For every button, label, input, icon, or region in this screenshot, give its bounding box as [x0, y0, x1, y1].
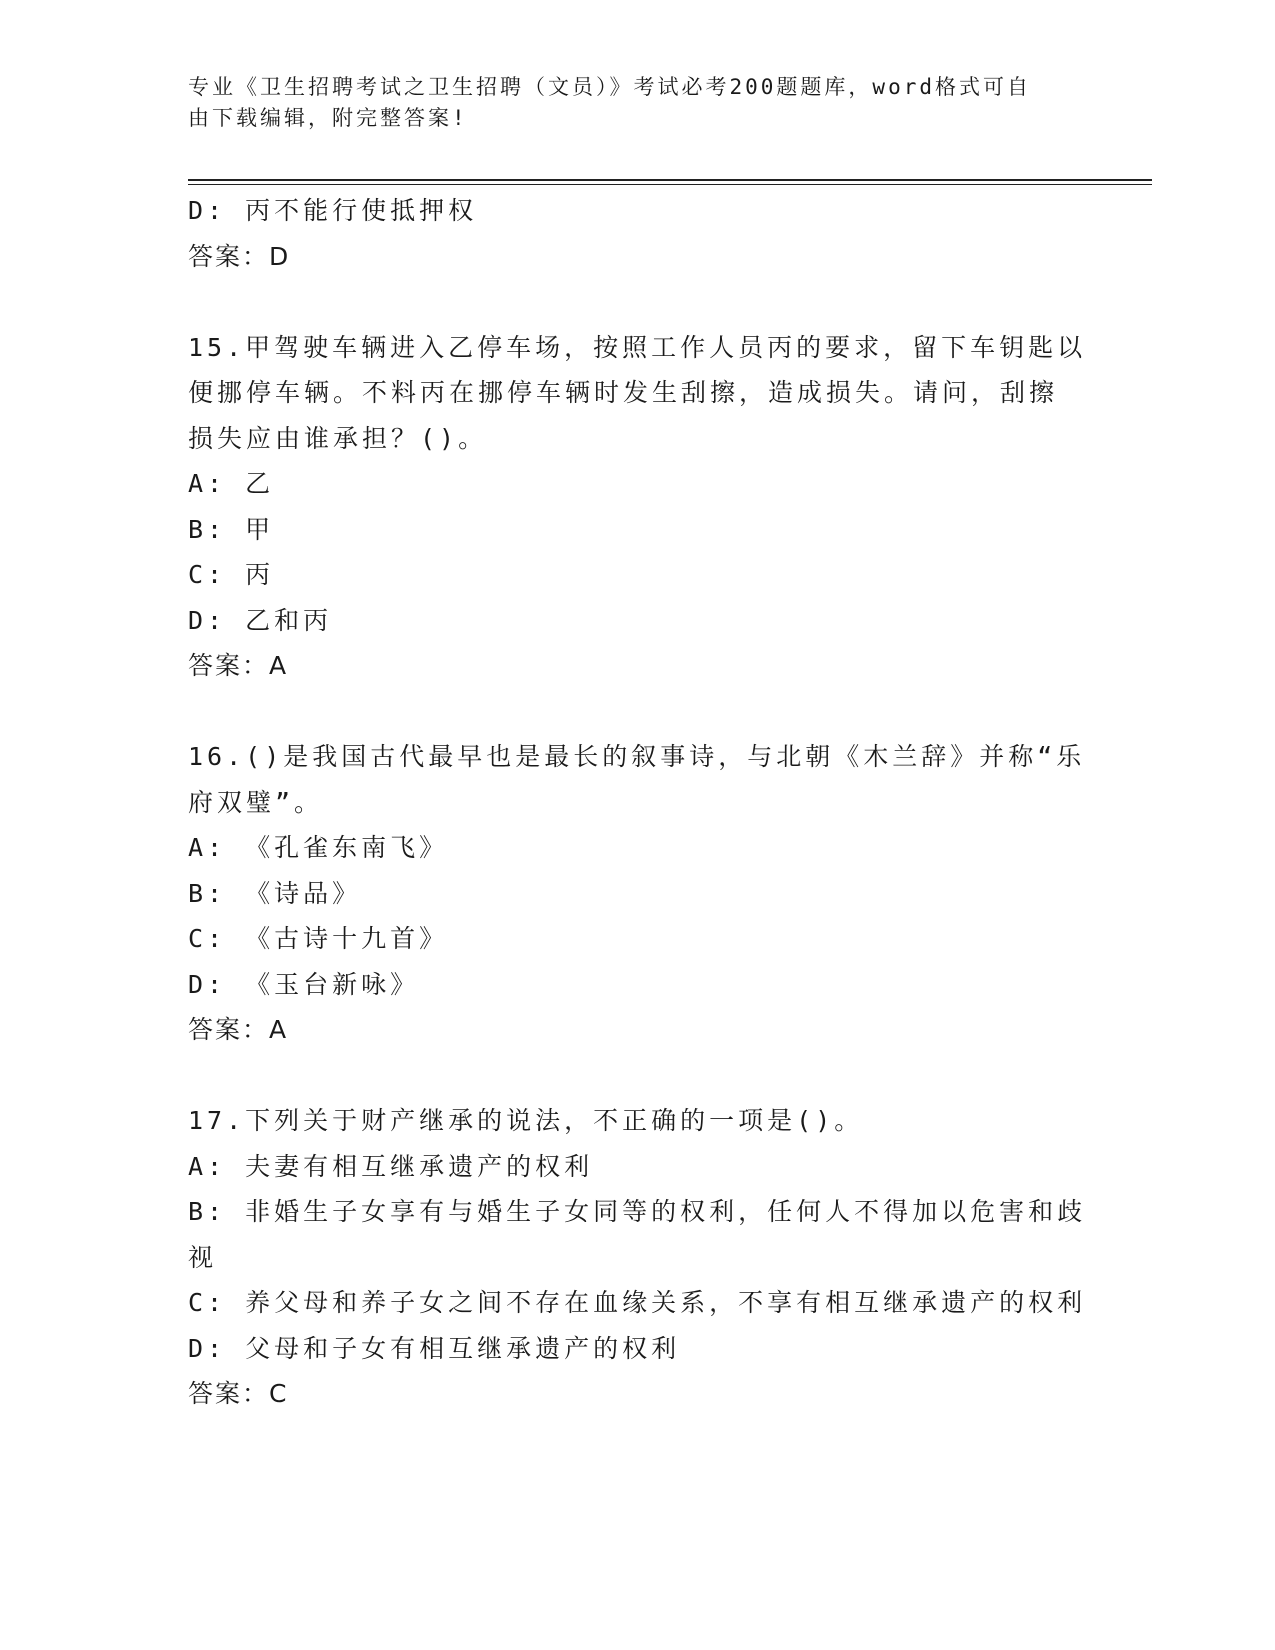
option-b: B: 非婚生子女享有与婚生子女同等的权利，任何人不得加以危害和歧: [188, 1197, 1087, 1226]
question-stem: 便挪停车辆。不料丙在挪停车辆时发生刮擦，造成损失。请问，刮擦: [188, 378, 1059, 407]
header-divider-thick: [188, 179, 1152, 181]
header-line-1: 专业《卫生招聘考试之卫生招聘（文员）》考试必考200题题库，word格式可自: [188, 75, 1031, 99]
question-stem: 损失应由谁承担？()。: [188, 423, 488, 453]
option-c: C: 《古诗十九首》: [188, 924, 449, 953]
question-stem: 17.下列关于财产继承的说法，不正确的一项是()。: [188, 1106, 864, 1135]
question-14-continued: [188, 188, 1088, 279]
option-a: A: 乙: [188, 469, 275, 498]
option-c: C: 丙: [188, 560, 275, 589]
option-d: D: 父母和子女有相互继承遗产的权利: [188, 1333, 681, 1363]
question-content: [188, 188, 1088, 1417]
answer-label: 答案：C: [188, 1379, 289, 1408]
option-b: B: 《诗品》: [188, 878, 362, 908]
question-stem: 府双璧”。: [188, 787, 324, 817]
option-b: B: 甲: [188, 514, 275, 544]
option-d: D: 丙不能行使抵押权: [188, 196, 478, 225]
question-15: [188, 325, 1088, 689]
page-header: [188, 72, 1068, 134]
option-b-continued: 视: [188, 1242, 218, 1272]
question-stem: 15.甲驾驶车辆进入乙停车场，按照工作人员丙的要求，留下车钥匙以: [188, 332, 1087, 362]
option-a: A: 夫妻有相互继承遗产的权利: [188, 1151, 594, 1181]
header-divider-thin: [188, 184, 1152, 185]
question-17: [188, 1098, 1088, 1417]
answer-label: 答案：D: [188, 241, 291, 271]
question-16: [188, 734, 1088, 1053]
option-d: D: 《玉台新咏》: [188, 969, 420, 999]
option-c: C: 养父母和养子女之间不存在血缘关系，不享有相互继承遗产的权利: [188, 1288, 1087, 1317]
option-a: A: 《孔雀东南飞》: [188, 833, 449, 862]
answer-label: 答案：A: [188, 651, 289, 680]
question-stem: 16.()是我国古代最早也是最长的叙事诗，与北朝《木兰辞》并称“乐: [188, 742, 1086, 771]
header-line-2: 由下载编辑，附完整答案!: [188, 106, 468, 130]
option-d: D: 乙和丙: [188, 605, 333, 635]
answer-label: 答案：A: [188, 1015, 289, 1044]
